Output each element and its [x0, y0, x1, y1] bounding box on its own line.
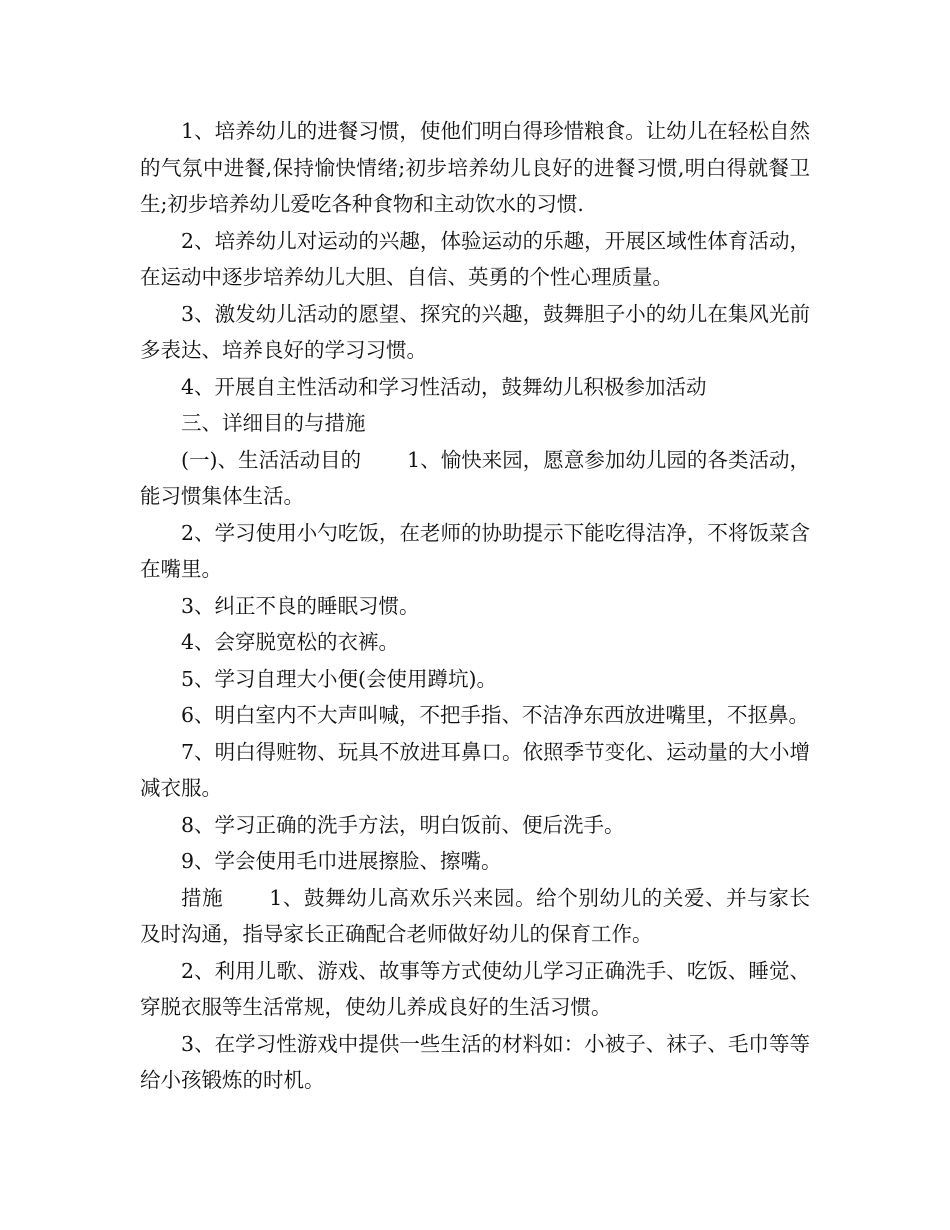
paragraph-life-goal-5: 5、学习自理大小便(会使用蹲坑)。	[181, 666, 498, 691]
paragraph-life-goal	[140, 442, 810, 515]
section-heading: 三、详细目的与措施	[181, 411, 366, 435]
paragraph-measures	[140, 880, 810, 953]
paragraph-life-goal-2: 2、学习使用小勺吃饭，在老师的协助提示下能吃得洁净，不将饭菜含在嘴里。	[140, 520, 810, 581]
paragraph-goal-4: 4、开展自主性活动和学习性活动，鼓舞幼儿积极参加活动	[181, 374, 707, 399]
paragraph-life-goal-6: 6、明白室内不大声叫喊，不把手指、不洁净东西放进嘴里，不抠鼻。	[181, 703, 810, 727]
paragraph-goal-1: 1、培养幼儿的进餐习惯，使他们明白得珍惜粮食。让幼儿在轻松自然的气氛中进餐,保持愉快情绪;初步培养幼儿良好的进餐习惯,明白得就餐卫生;初步培养幼儿爱吃各种食物和主动饮水的习惯.	[140, 119, 810, 216]
paragraph-life-goal-3: 3、纠正不良的睡眠习惯。	[181, 593, 420, 618]
paragraph-life-goal-4: 4、会穿脱宽松的衣裤。	[181, 630, 400, 654]
document-body	[140, 113, 810, 1099]
measures-heading: 措施	[181, 885, 224, 910]
paragraph-measures-3: 3、在学习性游戏中提供一些生活的材料如：小被子、袜子、毛巾等等给小孩锻炼的时机。	[140, 1031, 810, 1092]
paragraph-life-goal-8: 8、学习正确的洗手方法，明白饭前、便后洗手。	[181, 812, 625, 837]
paragraph-life-goal-9: 9、学会使用毛巾进展擦脸、擦嘴。	[181, 849, 502, 873]
paragraph-goal-3: 3、激发幼儿活动的愿望、探究的兴趣，鼓舞胆子小的幼儿在集风光前多表达、培养良好的学习习惯。	[140, 301, 810, 362]
paragraph-goal-2: 2、培养幼儿对运动的兴趣，体验运动的乐趣，开展区域性体育活动，在运动中逐步培养幼儿大胆、自信、英勇的个性心理质量。	[140, 228, 810, 289]
paragraph-life-goal-7: 7、明白得赃物、玩具不放进耳鼻口。依照季节变化、运动量的大小增减衣服。	[140, 739, 810, 800]
paragraph-measures-2: 2、利用儿歌、游戏、故事等方式使幼儿学习正确洗手、吃饭、睡觉、穿脱衣服等生活常规，使幼儿养成良好的生活习惯。	[140, 958, 810, 1019]
life-goal-item-1: 1、愉快来园，愿意参加幼儿园的各类活动，能习惯集体生活。	[140, 447, 810, 508]
measures-item-1: 1、鼓舞幼儿高欢乐兴来园。给个别幼儿的关爱、并与家长及时沟通，指导家长正确配合老师做好幼儿的保育工作。	[140, 885, 810, 946]
life-goal-heading: (一)、生活活动目的	[181, 447, 362, 472]
